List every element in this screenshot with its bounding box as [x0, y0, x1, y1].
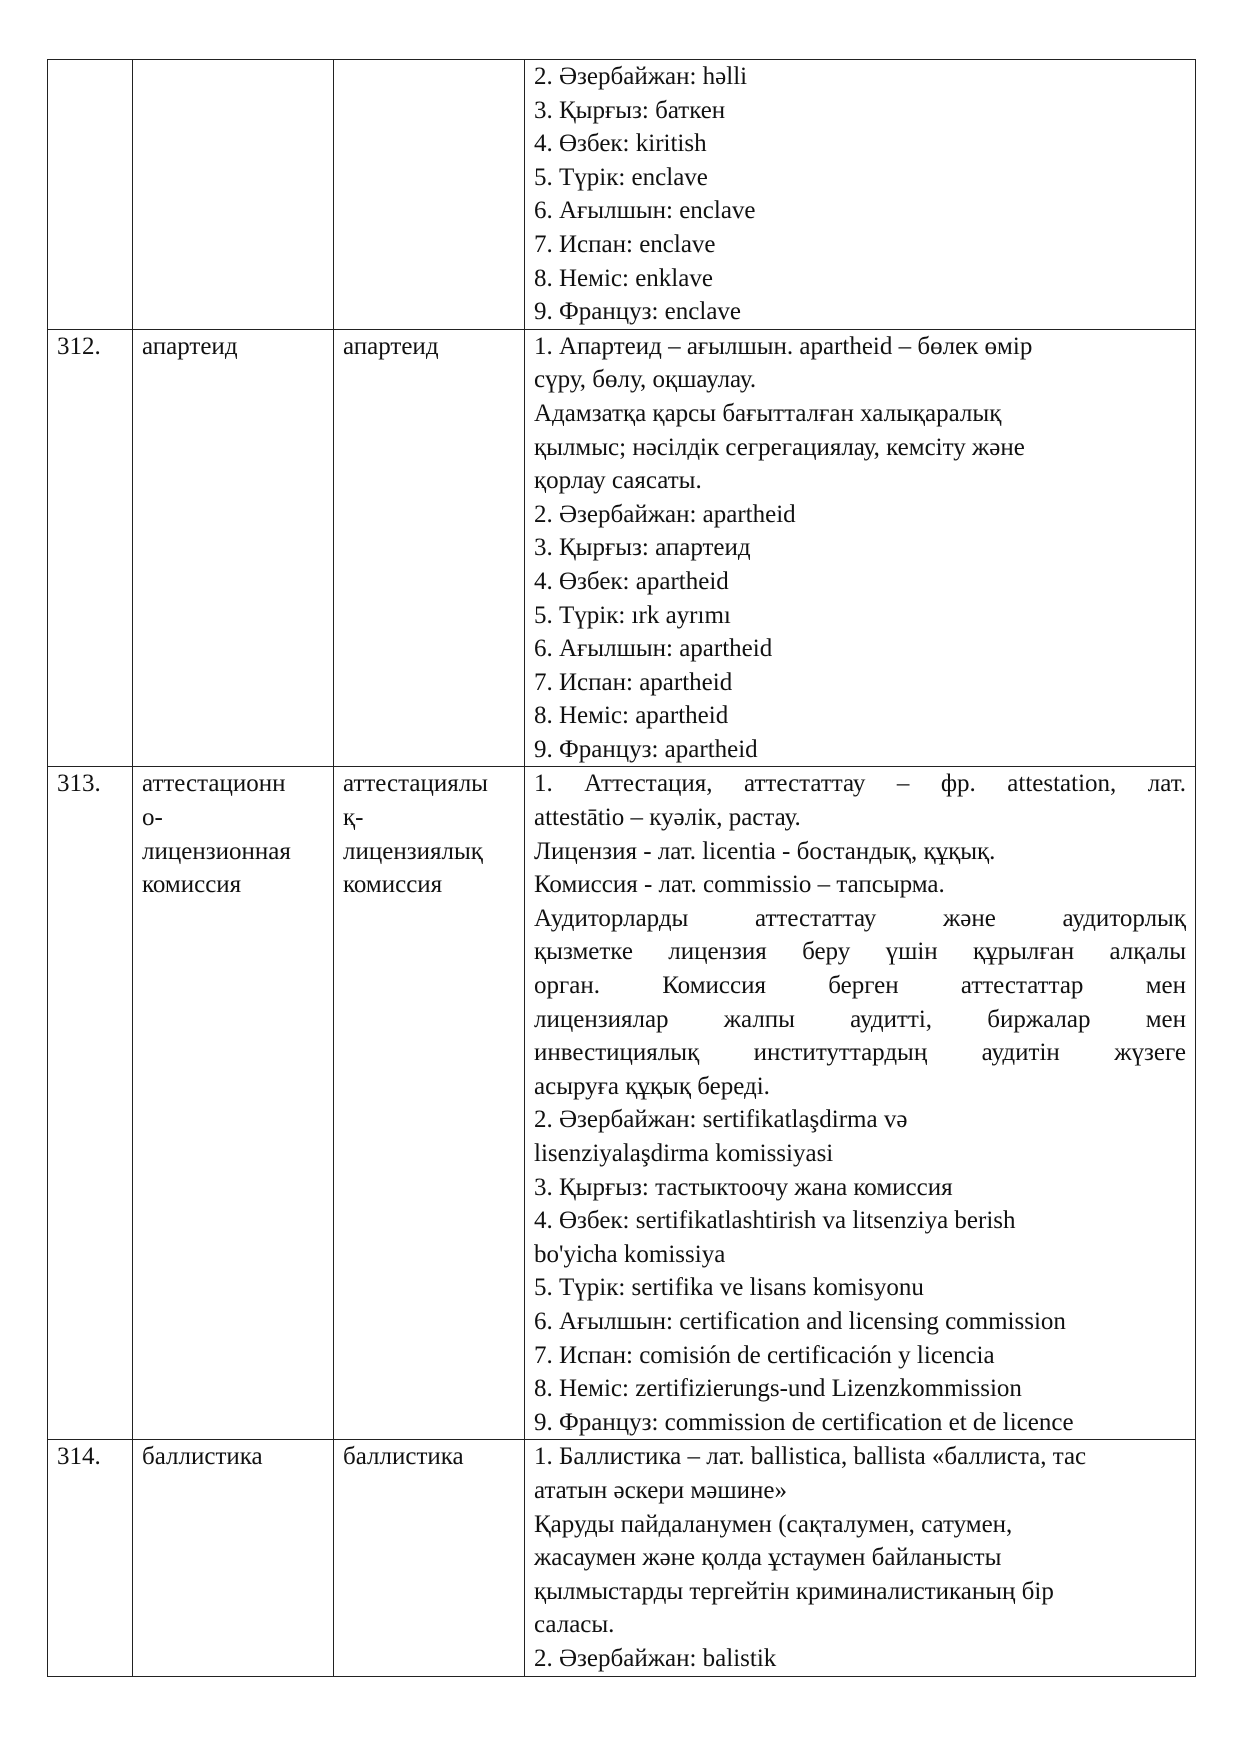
kazakh-term-line: комиссия	[343, 871, 443, 899]
description-line: 5. Түрік: ırk ayrımı	[534, 601, 731, 629]
description-line: қорлау саясаты.	[534, 467, 702, 495]
description-line: 7. Испан: apartheid	[534, 668, 733, 696]
description-line: Комиссия - лат. commissio – тапсырма.	[534, 871, 945, 899]
description-cell	[525, 329, 1196, 767]
description-line: 9. Француз: commission de certification et de licence	[534, 1408, 1074, 1436]
russian-term-cell	[133, 60, 334, 330]
description-cell	[525, 1440, 1196, 1676]
description-line: 6. Ағылшын: apartheid	[534, 635, 773, 663]
table-row	[48, 767, 1196, 1440]
description-line: 5. Түрік: sertifika ve lisans komisyonu	[534, 1274, 924, 1302]
kazakh-term-line: апартеид	[343, 332, 439, 360]
russian-term-line: о-	[142, 804, 163, 832]
description-line: сүру, бөлу, оқшаулау.	[534, 366, 757, 394]
description-line: қылмыстарды тергейтін криминалистиканың бір	[534, 1577, 1054, 1605]
description-line: инвестициялық институттардың аудитін жүзеге	[534, 1039, 1186, 1067]
description-line: 8. Неміс: apartheid	[534, 702, 729, 730]
description-line: 9. Француз: apartheid	[534, 735, 758, 763]
description-line: 4. Өзбек: apartheid	[534, 567, 729, 595]
description-line: 7. Испан: comisión de certificación y licencia	[534, 1341, 995, 1369]
description-line: орган. Комиссия берген аттестаттар мен	[534, 972, 1186, 1000]
description-line: 7. Испан: enclave	[534, 230, 716, 258]
description-line: асыруға құқық береді.	[534, 1072, 770, 1100]
description-line: Адамзатқа қарсы бағытталған халықаралық	[534, 399, 1002, 427]
table-row	[48, 329, 1196, 767]
entry-number: 314.	[48, 1440, 133, 1676]
table-row	[48, 1440, 1196, 1676]
entry-number: 313.	[48, 767, 133, 1440]
description-line: 2. Әзербайжан: sertifikatlaşdirma və	[534, 1106, 908, 1134]
description-line: 6. Ағылшын: certification and licensing commission	[534, 1307, 1066, 1335]
description-line: қылмыс; нәсілдік сегрегациялау, кемсіту және	[534, 433, 1025, 461]
term-table	[47, 59, 1196, 1677]
description-line: 9. Француз: enclave	[534, 298, 742, 326]
term-table-body	[48, 60, 1196, 1677]
description-line: 4. Өзбек: kiritish	[534, 130, 707, 158]
kazakh-term-cell	[334, 1440, 525, 1676]
entry-number: 312.	[48, 329, 133, 767]
description-line: 2. Әзербайжан: balistik	[534, 1644, 777, 1672]
kazakh-term-line: баллистика	[343, 1443, 464, 1471]
kazakh-term-line: аттестациялы	[343, 770, 488, 798]
description-line: ататын әскери мәшине»	[534, 1476, 787, 1504]
description-line: bo'yicha komissiya	[534, 1240, 726, 1268]
description-line: attestātio – куәлік, растау.	[534, 804, 801, 832]
description-line: 3. Қырғыз: баткен	[534, 96, 726, 124]
description-line: 8. Неміс: enklave	[534, 264, 713, 292]
description-line: 2. Әзербайжан: apartheid	[534, 500, 796, 528]
russian-term-line: баллистика	[142, 1443, 263, 1471]
russian-term-cell	[133, 767, 334, 1440]
description-line: саласы.	[534, 1611, 615, 1639]
description-line: 5. Түрік: enclave	[534, 163, 708, 191]
russian-term-cell	[133, 1440, 334, 1676]
description-line: 2. Әзербайжан: hәlli	[534, 63, 748, 90]
description-line: жасаумен және қолда ұстаумен байланысты	[534, 1544, 1002, 1572]
russian-term-line: аттестационн	[142, 770, 286, 798]
russian-term-cell	[133, 329, 334, 767]
kazakh-term-line: лицензиялық	[343, 837, 483, 865]
description-line: қызметке лицензия беру үшін құрылған алқалы	[534, 938, 1186, 966]
table-row	[48, 60, 1196, 330]
description-line: 3. Қырғыз: апартеид	[534, 534, 751, 562]
description-line: 4. Өзбек: sertifikatlashtirish va litsenziya berish	[534, 1207, 1016, 1235]
description-line: Аудиторларды аттестаттау және аудиторлық	[534, 904, 1186, 932]
description-line: 8. Неміс: zertifizierungs-und Lizenzkommission	[534, 1375, 1022, 1403]
kazakh-term-cell	[334, 329, 525, 767]
russian-term-line: лицензионная	[142, 837, 291, 865]
description-line: 1. Апартеид – ағылшын. apartheid – бөлек өмір	[534, 332, 1033, 360]
kazakh-term-cell	[334, 60, 525, 330]
russian-term-line: комиссия	[142, 871, 242, 899]
description-line: лицензиялар жалпы аудитті, биржалар мен	[534, 1005, 1186, 1033]
description-cell	[525, 767, 1196, 1440]
description-line: 1. Аттестация, аттестаттау – фр. attestation, лат.	[534, 770, 1186, 798]
russian-term-line: апартеид	[142, 332, 238, 360]
description-line: lisenziyalaşdirma komissiyasi	[534, 1140, 834, 1167]
description-line: 3. Қырғыз: тастыктоочу жана комиссия	[534, 1173, 953, 1201]
entry-number	[48, 60, 133, 330]
description-line: Лицензия - лат. licentia - бостандық, құқық.	[534, 837, 996, 865]
kazakh-term-line: қ-	[343, 804, 364, 832]
description-line: Қаруды пайдаланумен (сақталумен, сатумен,	[534, 1510, 1013, 1538]
kazakh-term-cell	[334, 767, 525, 1440]
description-line: 6. Ағылшын: enclave	[534, 197, 756, 225]
description-line: 1. Баллистика – лат. ballistica, ballista «баллиста, тас	[534, 1443, 1087, 1471]
description-cell	[525, 60, 1196, 330]
